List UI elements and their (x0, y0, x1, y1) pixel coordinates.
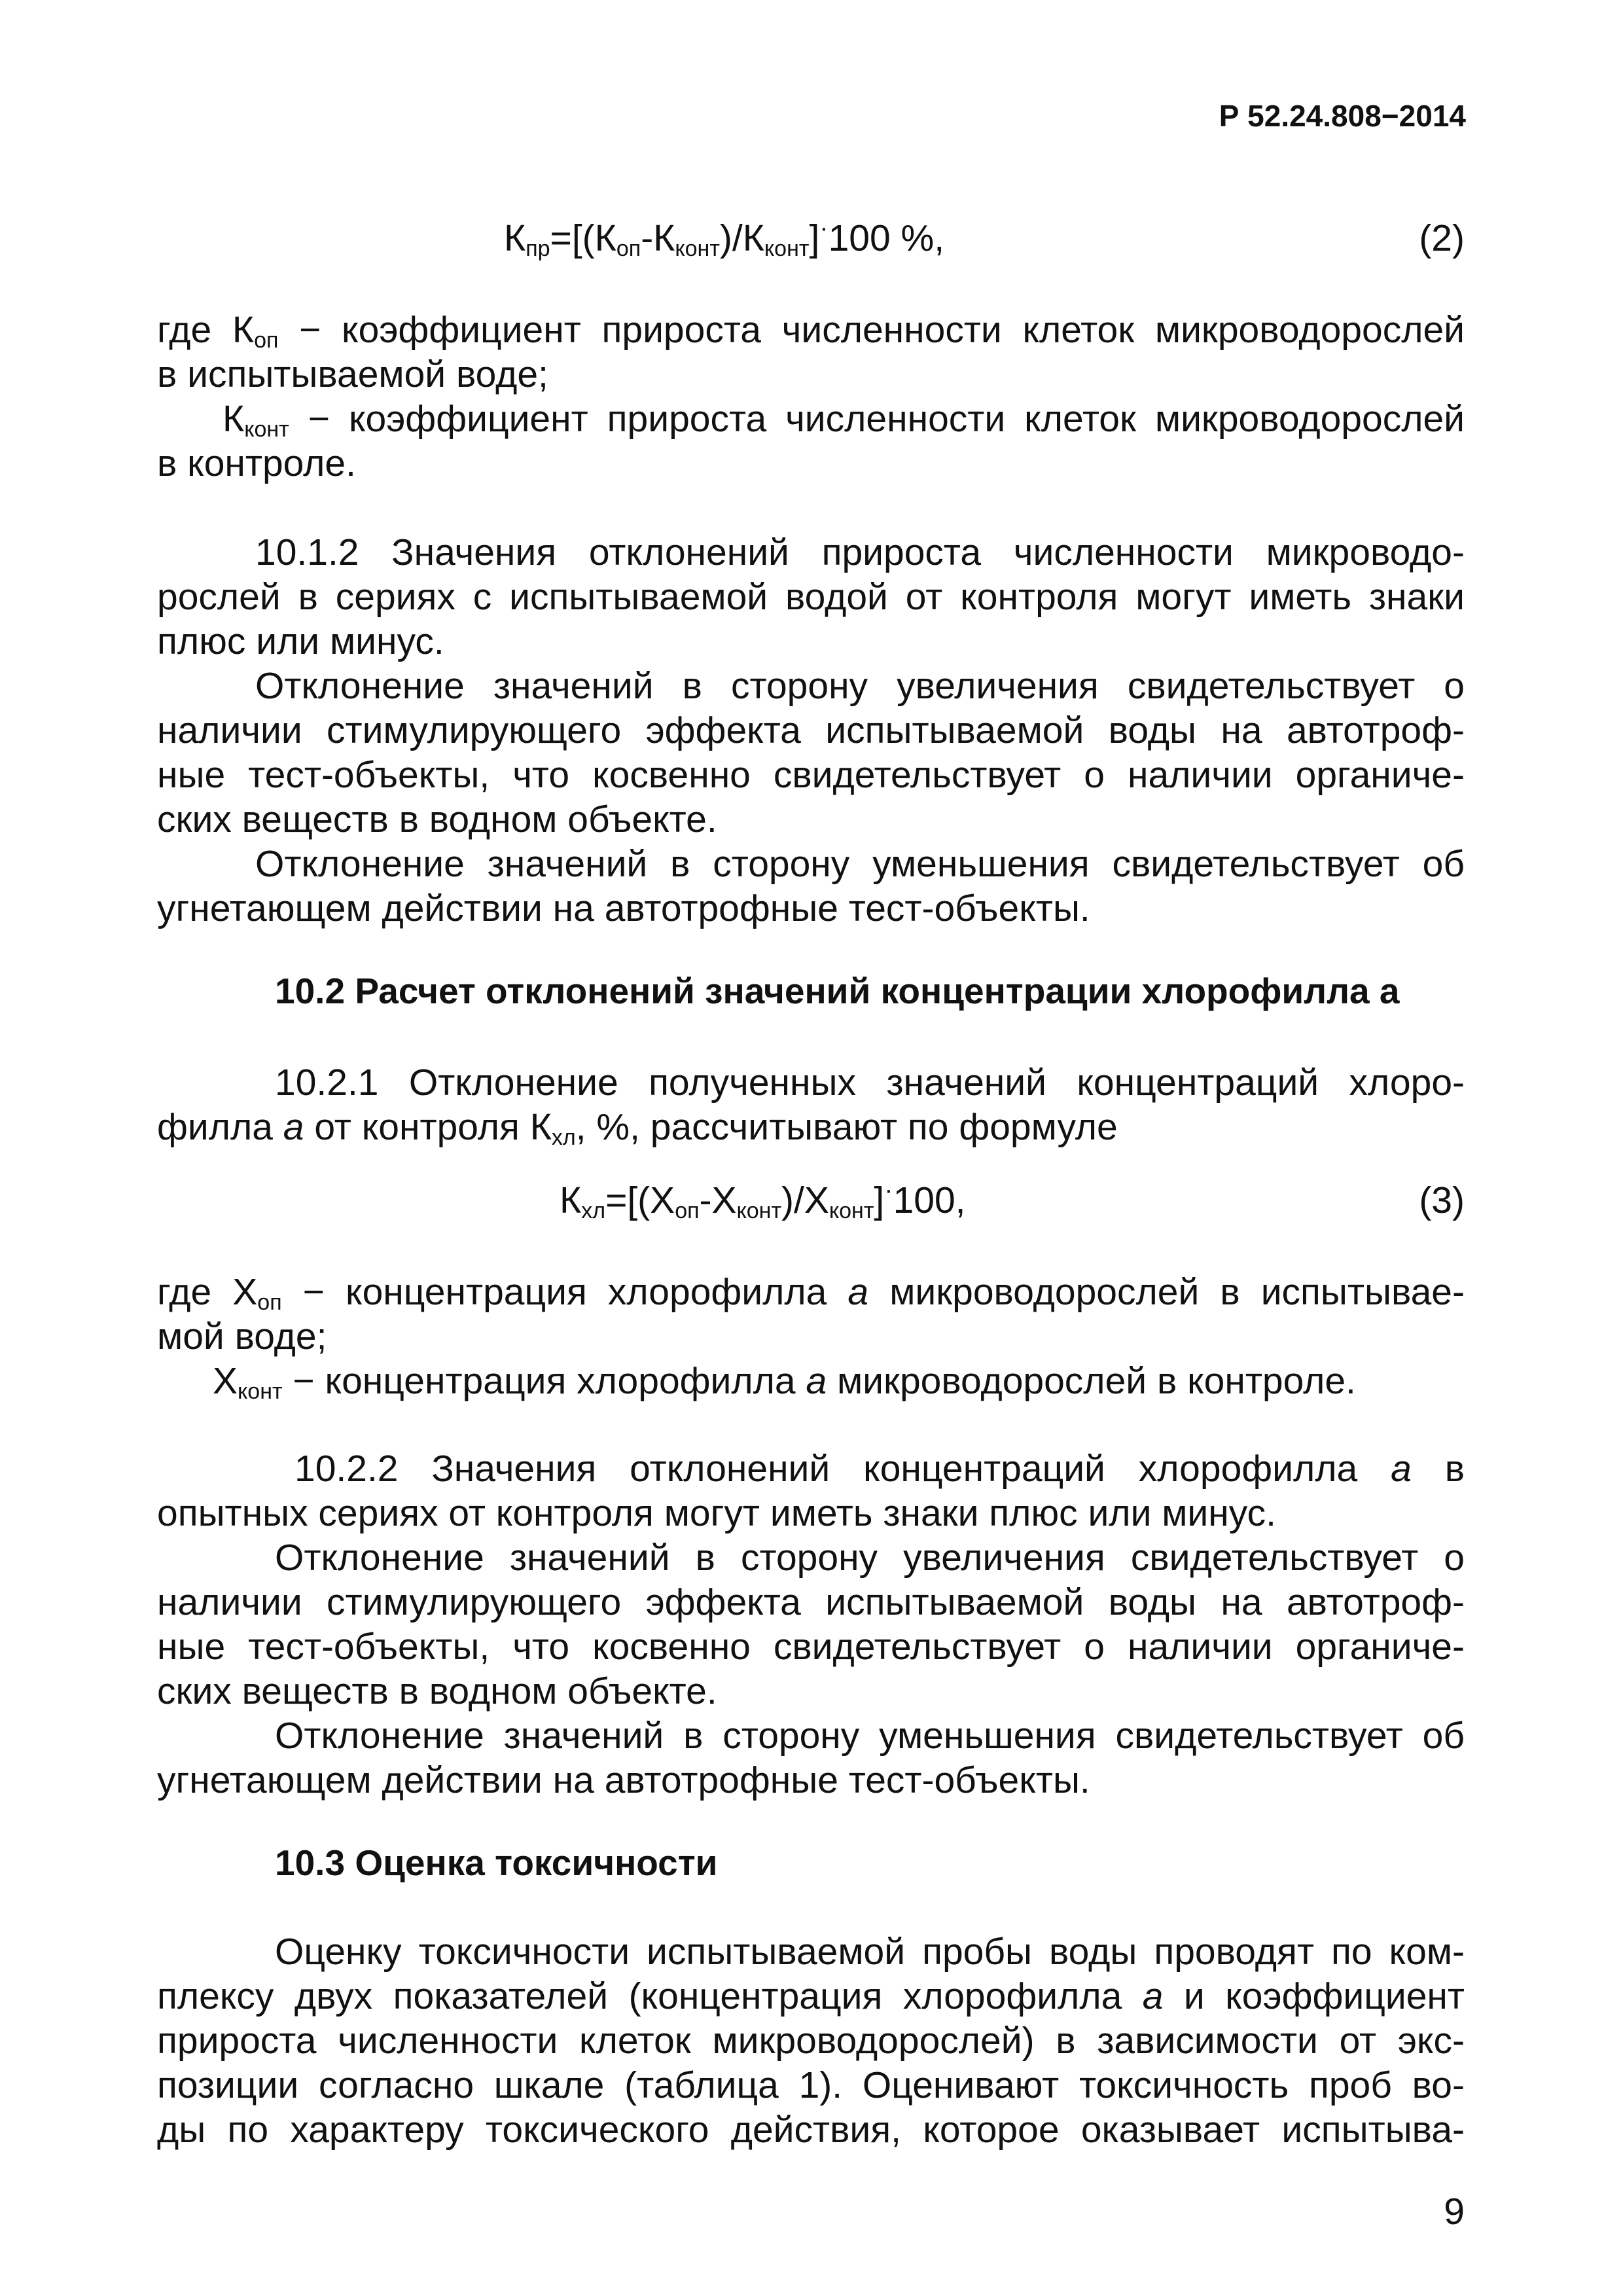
p1012-line-1: 10.1.2 Значения отклонений прироста численности микроводо- (255, 531, 1465, 573)
p1012-line-9: угнетающем действии на автотрофные тест-объекты. (157, 888, 1090, 929)
p1022-line-4: наличии стимулирующего эффекта испытываемой воды на автотроф- (157, 1581, 1465, 1623)
p1012-line-7: ских веществ в водном объекте. (157, 798, 717, 840)
p1012-line-4: Отклонение значений в сторону увеличения свидетельствует о (255, 665, 1465, 707)
formula-2-number: (2) (1419, 217, 1465, 259)
p103-line-4: позиции согласно шкале (таблица 1). Оценивают токсичность проб во- (157, 2064, 1465, 2106)
where-2-line-1: где $К_{оп}$ − коэффициент прироста численности клеток микроводорослей (157, 309, 1465, 353)
where-3-line-2: мой воде; (157, 1316, 327, 1357)
where-3-line-1: где $Х_{оп}$ − концентрация хлорофилла а микроводорослей в испытывае- (157, 1271, 1465, 1315)
document-number: Р 52.24.808−2014 (1219, 99, 1466, 133)
where-2-line-2: в испытываемой воде; (157, 353, 548, 395)
p103-line-1: Оценку токсичности испытываемой пробы воды проводят по ком- (275, 1931, 1465, 1973)
page-number: 9 (1444, 2191, 1465, 2233)
p103-line-5: ды по характеру токсического действия, которое оказывает испытыва- (157, 2109, 1465, 2151)
p1022-line-3: Отклонение значений в сторону увеличения свидетельствует о (275, 1537, 1465, 1579)
p1021-line-2: филла а от контроля $К_{хл}$, %, рассчитывают по формуле (157, 1106, 1118, 1150)
p1022-line-7: Отклонение значений в сторону уменьшения свидетельствует об (275, 1715, 1465, 1757)
p103-line-2: плексу двух показателей (концентрация хлорофилла а и коэффициент (157, 1975, 1465, 2017)
where-2-line-4: в контроле. (157, 442, 356, 484)
p1012-line-3: плюс или минус. (157, 620, 444, 662)
p1022-line-2: опытных сериях от контроля могут иметь знаки плюс или минус. (157, 1492, 1276, 1534)
formula-2: $К_{пр}=[(К_{оп}-К_{конт})/К_{конт}]^\cdot 100$ %, (504, 213, 945, 261)
p1022-line-5: ные тест-объекты, что косвенно свидетельствует о наличии органиче- (157, 1626, 1465, 1668)
where-2-line-3: $К_{конт}$ − коэффициент прироста численности клеток микроводорослей (223, 398, 1465, 442)
p1022-line-1: 10.2.2 Значения отклонений концентраций хлорофилла а в (294, 1448, 1465, 1490)
where-3-line-3: $Х_{конт}$ − концентрация хлорофилла а микроводорослей в контроле. (213, 1360, 1356, 1404)
p1022-line-8: угнетающем действии на автотрофные тест-объекты. (157, 1759, 1090, 1801)
p1012-line-8: Отклонение значений в сторону уменьшения свидетельствует об (255, 843, 1465, 885)
p103-line-3: прироста численности клеток микроводорослей) в зависимости от экс- (157, 2020, 1465, 2062)
p1021-line-1: 10.2.1 Отклонение полученных значений концентраций хлоро- (275, 1062, 1465, 1103)
formula-3-number: (3) (1419, 1179, 1465, 1221)
p1012-line-2: рослей в сериях с испытываемой водой от контроля могут иметь знаки (157, 576, 1465, 618)
p1022-line-6: ских веществ в водном объекте. (157, 1670, 717, 1712)
heading-10-2: 10.2 Расчет отклонений значений концентрации хлорофилла а (275, 971, 1400, 1011)
formula-3: $К_{хл}=[(Х_{оп}-Х_{конт})/Х_{конт}]^\cdot 100$, (560, 1175, 966, 1223)
p1012-line-6: ные тест-объекты, что косвенно свидетельствует о наличии органиче- (157, 754, 1465, 796)
heading-10-3: 10.3 Оценка токсичности (275, 1842, 718, 1883)
p1012-line-5: наличии стимулирующего эффекта испытываемой воды на автотроф- (157, 709, 1465, 751)
